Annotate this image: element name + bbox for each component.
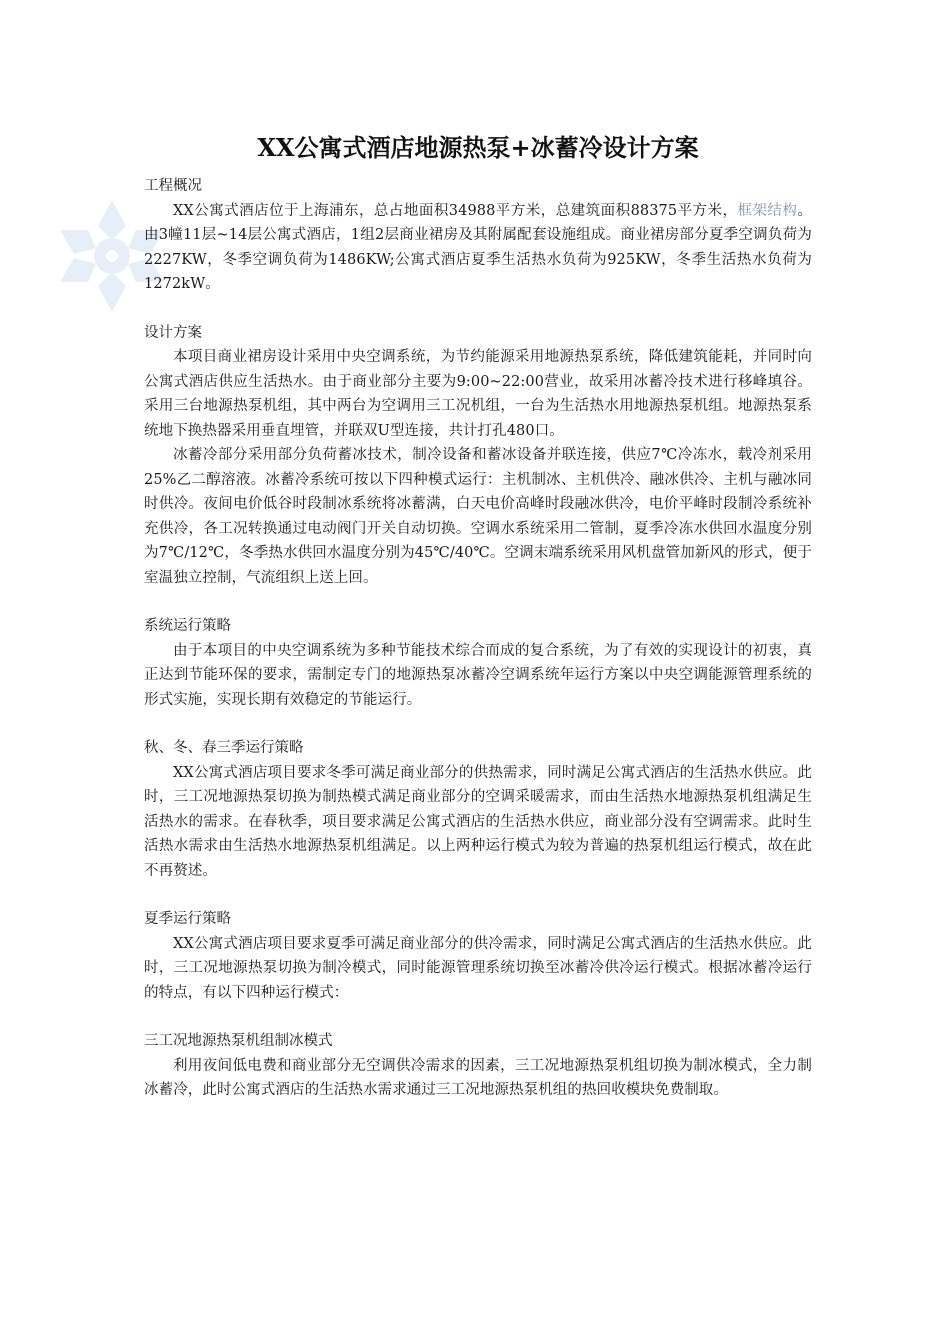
paragraph: XX公寓式酒店项目要求冬季可满足商业部分的供热需求，同时满足公寓式酒店的生活热水供应。此时，三工况地源热泵切换为制热模式满足商业部分的空调采暖需求，而由生活热水地源热泵机组满足生活热水的需求。在春秋季，项目要求满足公寓式酒店的生活热水供应，商业部分没有空调需求。此时生活热水需求由生活热水地源热泵机组满足。以上两种运行模式为较为普遍的热泵机组运行模式，故在此不再赘述。 [144,764,812,879]
section-heading: 系统运行策略 [144,618,231,634]
section-three-season [144,736,812,883]
paragraph-text: XX公寓式酒店位于上海浦东，总占地面积34988平方米，总建筑面积88375平方米， [173,202,738,219]
paragraph: 利用夜间低电费和商业部分无空调供冷需求的因素，三工况地源热泵机组切换为制冰模式，全力制冰蓄冷，此时公寓式酒店的生活热水需求通过三工况地源热泵机组的热回收模块免费制取。 [144,1057,812,1098]
paragraph [144,199,812,297]
section-heading: 夏季运行策略 [144,911,231,927]
section-summer [144,907,812,1005]
section-heading: 工程概况 [144,178,202,194]
section-heading: 秋、冬、春三季运行策略 [144,740,304,756]
paragraph: 由于本项目的中央空调系统为多种节能技术综合而成的复合系统，为了有效的实现设计的初衷，真正达到节能环保的要求，需制定专门的地源热泵冰蓄冷空调系统年运行方案以中央空调能源管理系统的形式实施，实现长期有效稳定的节能运行。 [144,642,812,708]
paragraph-text: 。由3幢11层~14层公寓式酒店，1组2层商业裙房及其附属配套设施组成。商业裙房部分夏季空调负荷为2227KW，冬季空调负荷为1486KW;公寓式酒店夏季生活热水负荷为925KW，冬季生活热水负荷为1272kW。 [144,202,812,292]
section-strategy [144,614,812,712]
section-overview [144,174,812,297]
document-title: XX公寓式酒店地源热泵+冰蓄冷设计方案 [257,133,699,162]
section-design [144,321,812,591]
section-heading: 设计方案 [144,324,202,341]
paragraph: XX公寓式酒店项目要求夏季可满足商业部分的供冷需求，同时满足公寓式酒店的生活热水供应。此时，三工况地源热泵切换为制冷模式，同时能源管理系统切换至冰蓄冷供冷运行模式。根据冰蓄冷运行的特点，有以下四种运行模式： [144,935,812,1001]
document-page [144,130,812,1127]
paragraph: 冰蓄冷部分采用部分负荷蓄冰技术，制冷设备和蓄冰设备并联连接，供应7℃冷冻水，载冷剂采用25%乙二醇溶液。冰蓄冷系统可按以下四种模式运行：主机制冰、主机供冷、融冰供冷、主机与融冰同时供冷。夜间电价低谷时段制冰系统将冰蓄满，白天电价高峰时段融冰供冷，电价平峰时段制冷系统补充供冷，各工况转换通过电动阀门开关自动切换。空调水系统采用二管制，夏季冷冻水供回水温度分别为7℃/12℃，冬季热水供回水温度分别为45℃/40℃。空调末端系统采用风机盘管加新风的形式，便于室温独立控制，气流组织上送上回。 [144,447,812,586]
section-heading: 三工况地源热泵机组制冰模式 [144,1033,333,1049]
section-ice-making [144,1029,812,1103]
paragraph: 本项目商业裙房设计采用中央空调系统，为节约能源采用地源热泵系统，降低建筑能耗，并同时向公寓式酒店供应生活热水。由于商业部分主要为9:00~22:00营业，故采用冰蓄冷技术进行移峰填谷。采用三台地源热泵机组，其中两台为空调用三工况机组，一台为生活热水用地源热泵机组。地源热泵系统地下换热器采用垂直埋管，并联双U型连接，共计打孔480口。 [144,349,812,439]
paragraph-light-text: 框架结构 [737,202,798,219]
